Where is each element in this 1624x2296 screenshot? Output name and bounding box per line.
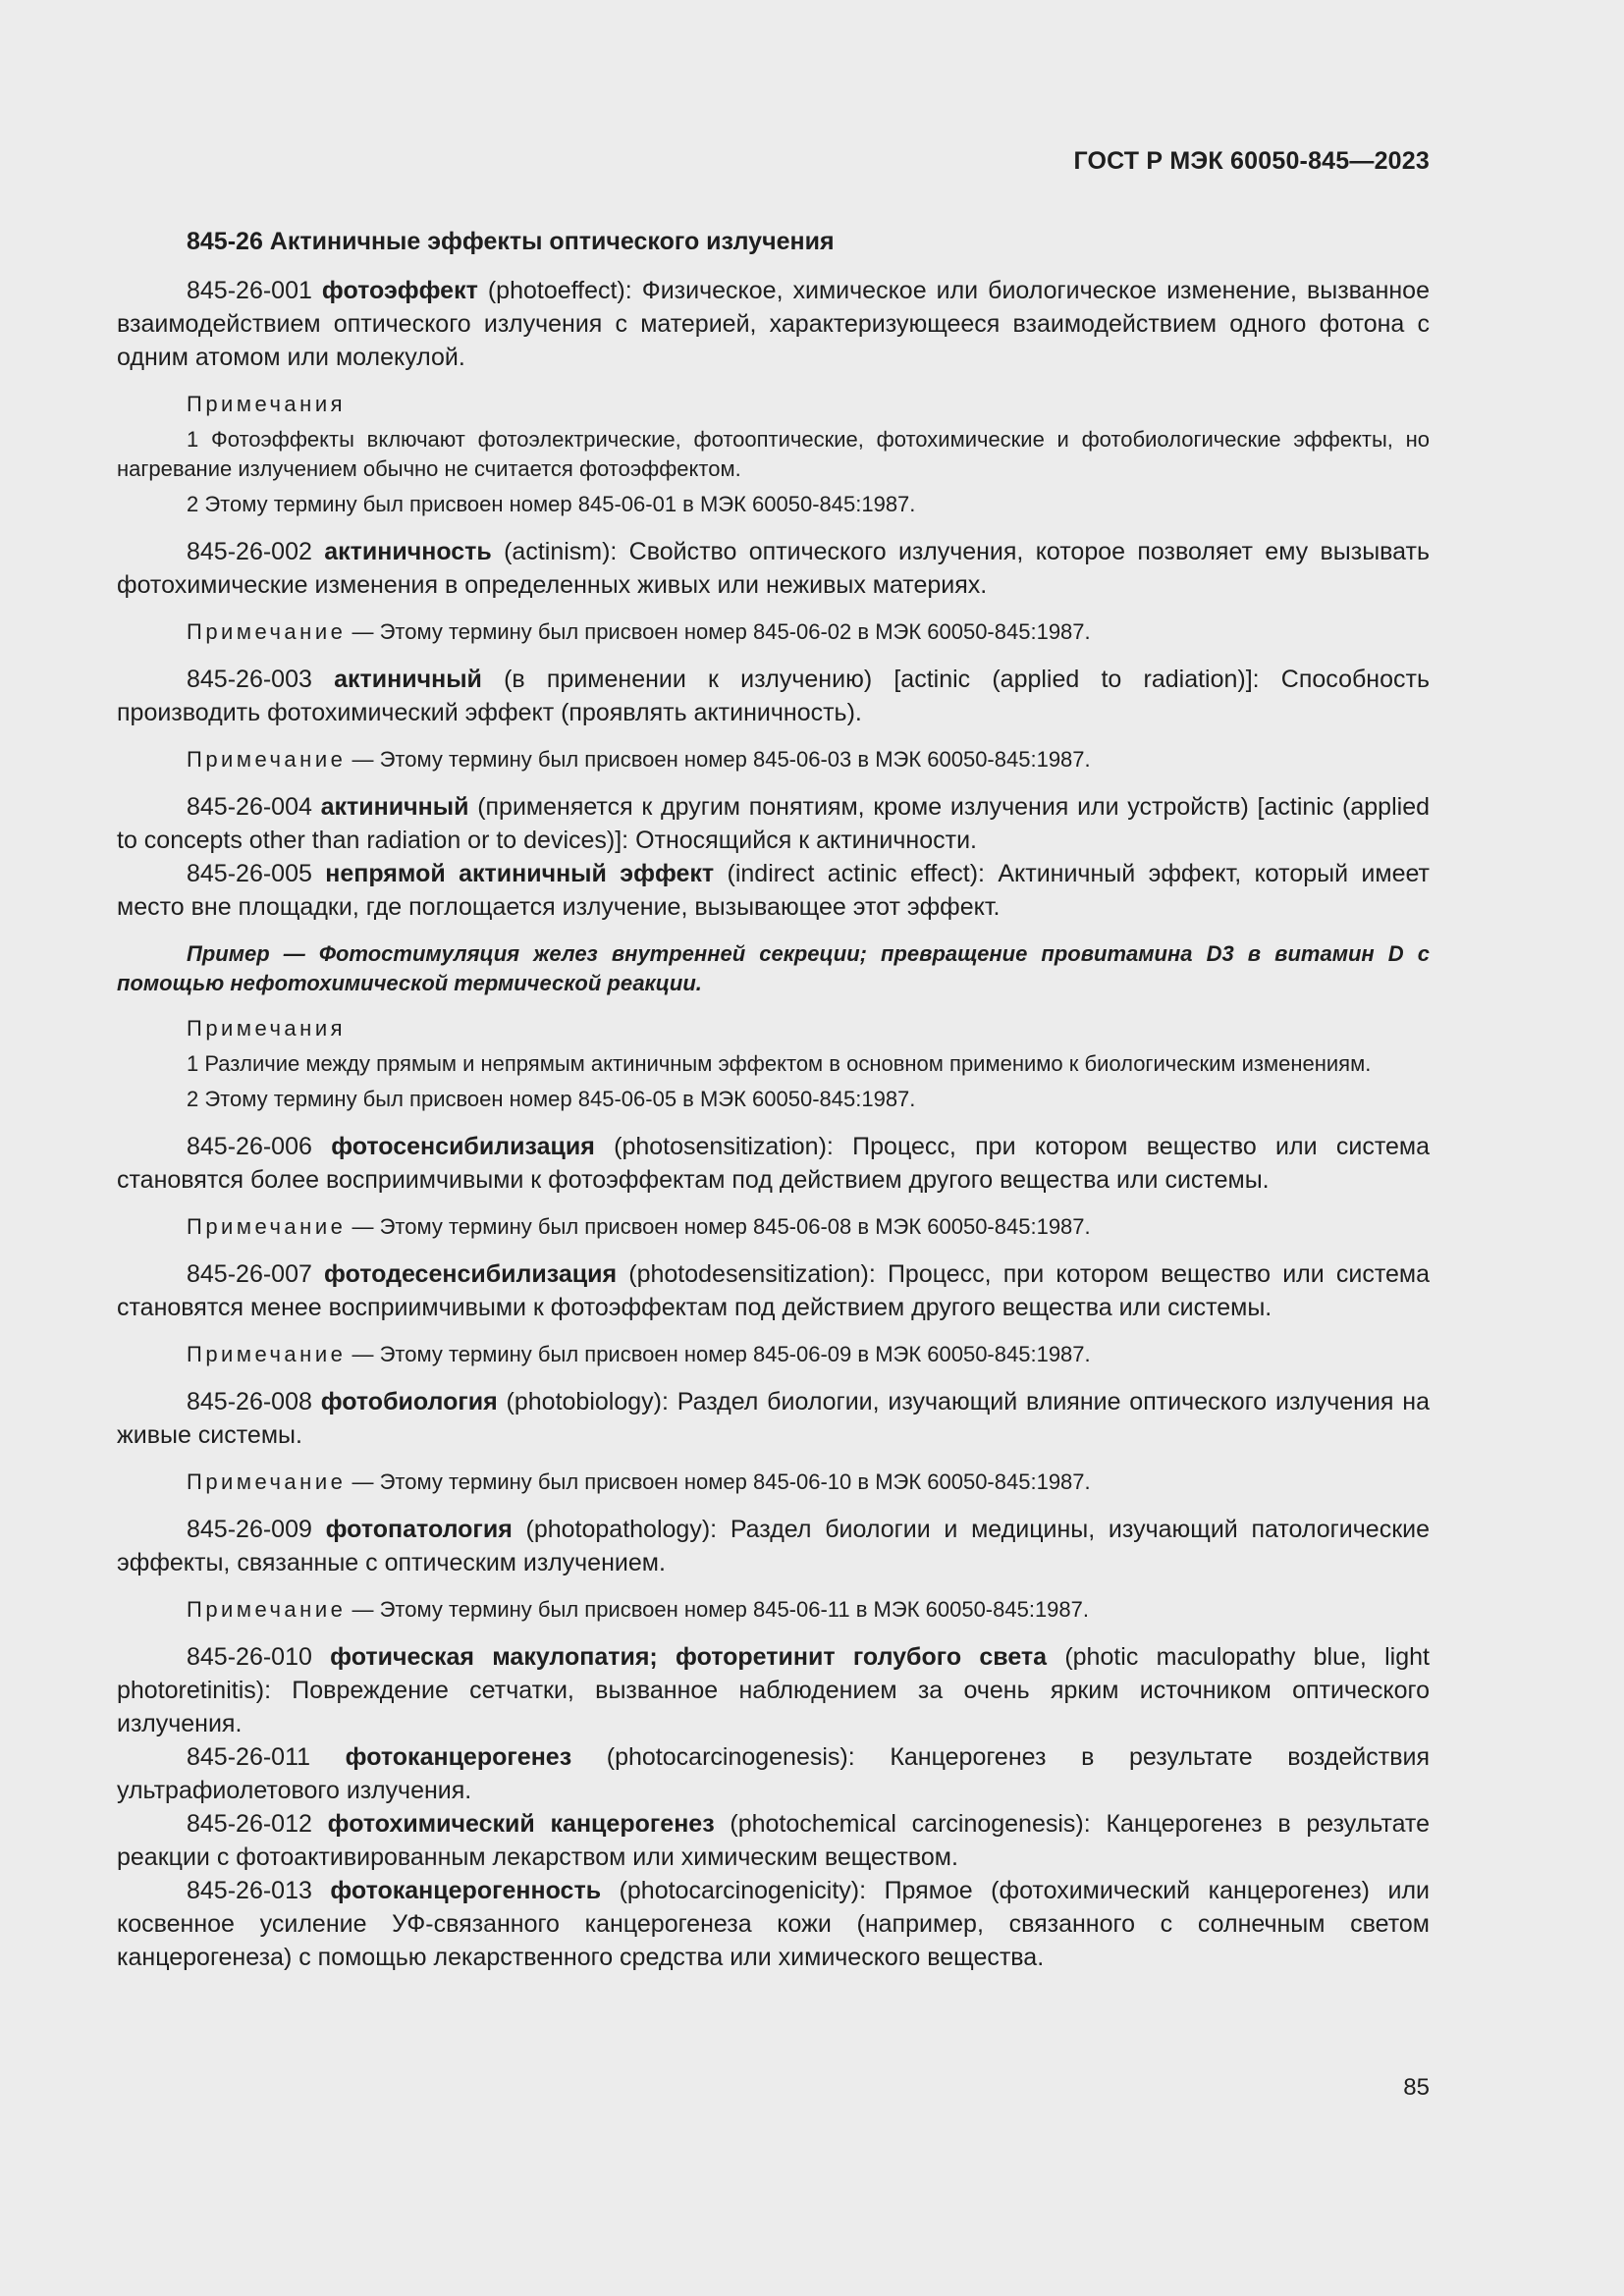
note-text: Этому термину был присвоен номер 845-06-02 в МЭК 60050-845:1987. — [379, 619, 1091, 644]
note-label: Примечание — [187, 1342, 347, 1366]
term-entry — [117, 1807, 1430, 1874]
note-text: Этому термину был присвоен номер 845-06-10 в МЭК 60050-845:1987. — [379, 1469, 1091, 1494]
note-single — [117, 1595, 1430, 1625]
term-name: актиничный — [320, 793, 469, 821]
note-single — [117, 745, 1430, 774]
note-single — [117, 1468, 1430, 1497]
term-definition: (photosensitization): Процесс, при котором вещество или система становятся более восприимчивыми к фотоэффектам под действием другого вещества или системы. — [117, 1133, 1430, 1194]
note-item: 1 Фотоэффекты включают фотоэлектрические, фотооптические, фотохимические и фотобиологические эффекты, но нагревание излучением обычно не считается фотоэффектом. — [117, 427, 1430, 481]
term-definition: (photocarcinogenesis): Канцерогенез в результате воздействия ультрафиолетового излучения. — [117, 1743, 1430, 1804]
note-dash: — — [346, 619, 380, 644]
note-item: 2 Этому термину был присвоен номер 845-06-05 в МЭК 60050-845:1987. — [187, 1087, 916, 1111]
term-entry — [117, 535, 1430, 602]
term-number: 845-26-011 — [187, 1743, 311, 1771]
term-number: 845-26-012 — [187, 1810, 312, 1838]
note-dash: — — [346, 1597, 380, 1622]
term-name: фотодесенсибилизация — [324, 1260, 618, 1288]
note-dash: — — [346, 1469, 380, 1494]
term-number: 845-26-006 — [187, 1133, 312, 1160]
term-entry — [117, 790, 1430, 857]
term-name: фотопатология — [325, 1516, 513, 1543]
term-definition: (в применении к излучению) [actinic (applied to radiation)]: Способность производить фотохимический эффект (проявлять актиничность). — [117, 666, 1430, 726]
section-title: 845-26 Актиничные эффекты оптического излучения — [187, 228, 835, 255]
notes-heading: Примечания — [187, 392, 347, 416]
term-name: фотобиология — [320, 1388, 498, 1415]
term-entry — [117, 663, 1430, 729]
term-number: 845-26-003 — [187, 666, 312, 693]
document-body — [117, 225, 1430, 1974]
term-definition: (actinism): Свойство оптического излучения, которое позволяет ему вызывать фотохимические изменения в определенных живых или неживых материях. — [117, 538, 1430, 599]
term-entry — [117, 274, 1430, 374]
term-entry — [117, 1385, 1430, 1452]
document-header: ГОСТ Р МЭК 60050-845—2023 — [1073, 147, 1430, 175]
term-number: 845-26-007 — [187, 1260, 312, 1288]
term-definition: (photic maculopathy blue, light photoretinitis): Повреждение сетчатки, вызванное наблюдением за очень ярким источником оптического излучения. — [117, 1643, 1430, 1737]
term-name: актиничность — [324, 538, 492, 565]
term-number: 845-26-001 — [187, 277, 312, 304]
term-entry — [117, 1130, 1430, 1197]
term-name: фотохимический канцерогенез — [327, 1810, 715, 1838]
note-item: 2 Этому термину был присвоен номер 845-06-01 в МЭК 60050-845:1987. — [187, 492, 916, 516]
note-dash: — — [346, 747, 380, 772]
term-definition: (photochemical carcinogenesis): Канцерогенез в результате реакции с фотоактивированным лекарством или химическим веществом. — [117, 1810, 1431, 1871]
term-entry — [117, 1874, 1430, 1974]
term-number: 845-26-005 — [187, 860, 312, 887]
page-number: 85 — [1403, 2074, 1430, 2101]
term-definition: (photodesensitization): Процесс, при котором вещество или система становятся менее восприимчивыми к фотоэффектам под действием другого вещества или системы. — [117, 1260, 1430, 1321]
note-single — [117, 1340, 1430, 1369]
note-label: Примечание — [187, 619, 347, 644]
note-text: Этому термину был присвоен номер 845-06-03 в МЭК 60050-845:1987. — [379, 747, 1091, 772]
note-single — [117, 1212, 1430, 1242]
example-text: Пример — Фотостимуляция желез внутренней секреции; превращение провитамина D3 в витамин D с помощью нефотохимической термической реакции. — [117, 941, 1430, 995]
note-label: Примечание — [187, 747, 347, 772]
note-text: Этому термину был присвоен номер 845-06-09 в МЭК 60050-845:1987. — [379, 1342, 1091, 1366]
note-label: Примечание — [187, 1214, 347, 1239]
note-dash: — — [346, 1342, 380, 1366]
term-number: 845-26-013 — [187, 1877, 312, 1904]
term-name: актиничный — [334, 666, 482, 693]
term-name: фотоэффект — [321, 277, 478, 304]
term-name: фотоканцерогенез — [345, 1743, 572, 1771]
term-definition: (photobiology): Раздел биологии, изучающий влияние оптического излучения на живые системы. — [117, 1388, 1430, 1449]
term-number: 845-26-004 — [187, 793, 312, 821]
term-number: 845-26-008 — [187, 1388, 312, 1415]
term-entry — [117, 1257, 1430, 1324]
term-name: фотосенсибилизация — [331, 1133, 595, 1160]
term-name: фотическая макулопатия; фоторетинит голубого света — [330, 1643, 1048, 1671]
note-item: 1 Различие между прямым и непрямым актиничным эффектом в основном применимо к биологическим изменениям. — [187, 1051, 1372, 1076]
term-number: 845-26-002 — [187, 538, 312, 565]
term-definition: (photoeffect): Физическое, химическое или биологическое изменение, вызванное взаимодействием оптического излучения с материей, характеризующееся взаимодействием одного фотона с одним атомом или молекулой. — [117, 277, 1430, 371]
term-name: непрямой актиничный эффект — [325, 860, 715, 887]
note-text: Этому термину был присвоен номер 845-06-08 в МЭК 60050-845:1987. — [379, 1214, 1091, 1239]
note-dash: — — [346, 1214, 380, 1239]
term-definition: (применяется к другим понятиям, кроме излучения или устройств) [actinic (applied to concepts other than radiation or to devices)]: Относящийся к актиничности. — [117, 793, 1431, 854]
term-definition: (photocarcinogenicity): Прямое (фотохимический канцерогенез) или косвенное усиление УФ-связанного канцерогенеза кожи (например, связанного с солнечным светом канцерогенеза) с помощью лекарственного средства или химического вещества. — [117, 1877, 1430, 1971]
term-entry — [117, 1513, 1430, 1579]
note-label: Примечание — [187, 1469, 347, 1494]
term-number: 845-26-009 — [187, 1516, 312, 1543]
note-single — [117, 617, 1430, 647]
term-entry — [117, 1640, 1430, 1740]
term-number: 845-26-010 — [187, 1643, 312, 1671]
term-entry — [117, 857, 1430, 924]
note-label: Примечание — [187, 1597, 347, 1622]
term-definition: (photopathology): Раздел биологии и медицины, изучающий патологические эффекты, связанные с оптическим излучением. — [117, 1516, 1431, 1576]
note-text: Этому термину был присвоен номер 845-06-11 в МЭК 60050-845:1987. — [379, 1597, 1090, 1622]
term-entry — [117, 1740, 1430, 1807]
notes-heading: Примечания — [187, 1016, 347, 1041]
term-definition: (indirect actinic effect): Актиничный эффект, который имеет место вне площадки, где поглощается излучение, вызывающее этот эффект. — [117, 860, 1430, 921]
term-name: фотоканцерогенность — [330, 1877, 602, 1904]
